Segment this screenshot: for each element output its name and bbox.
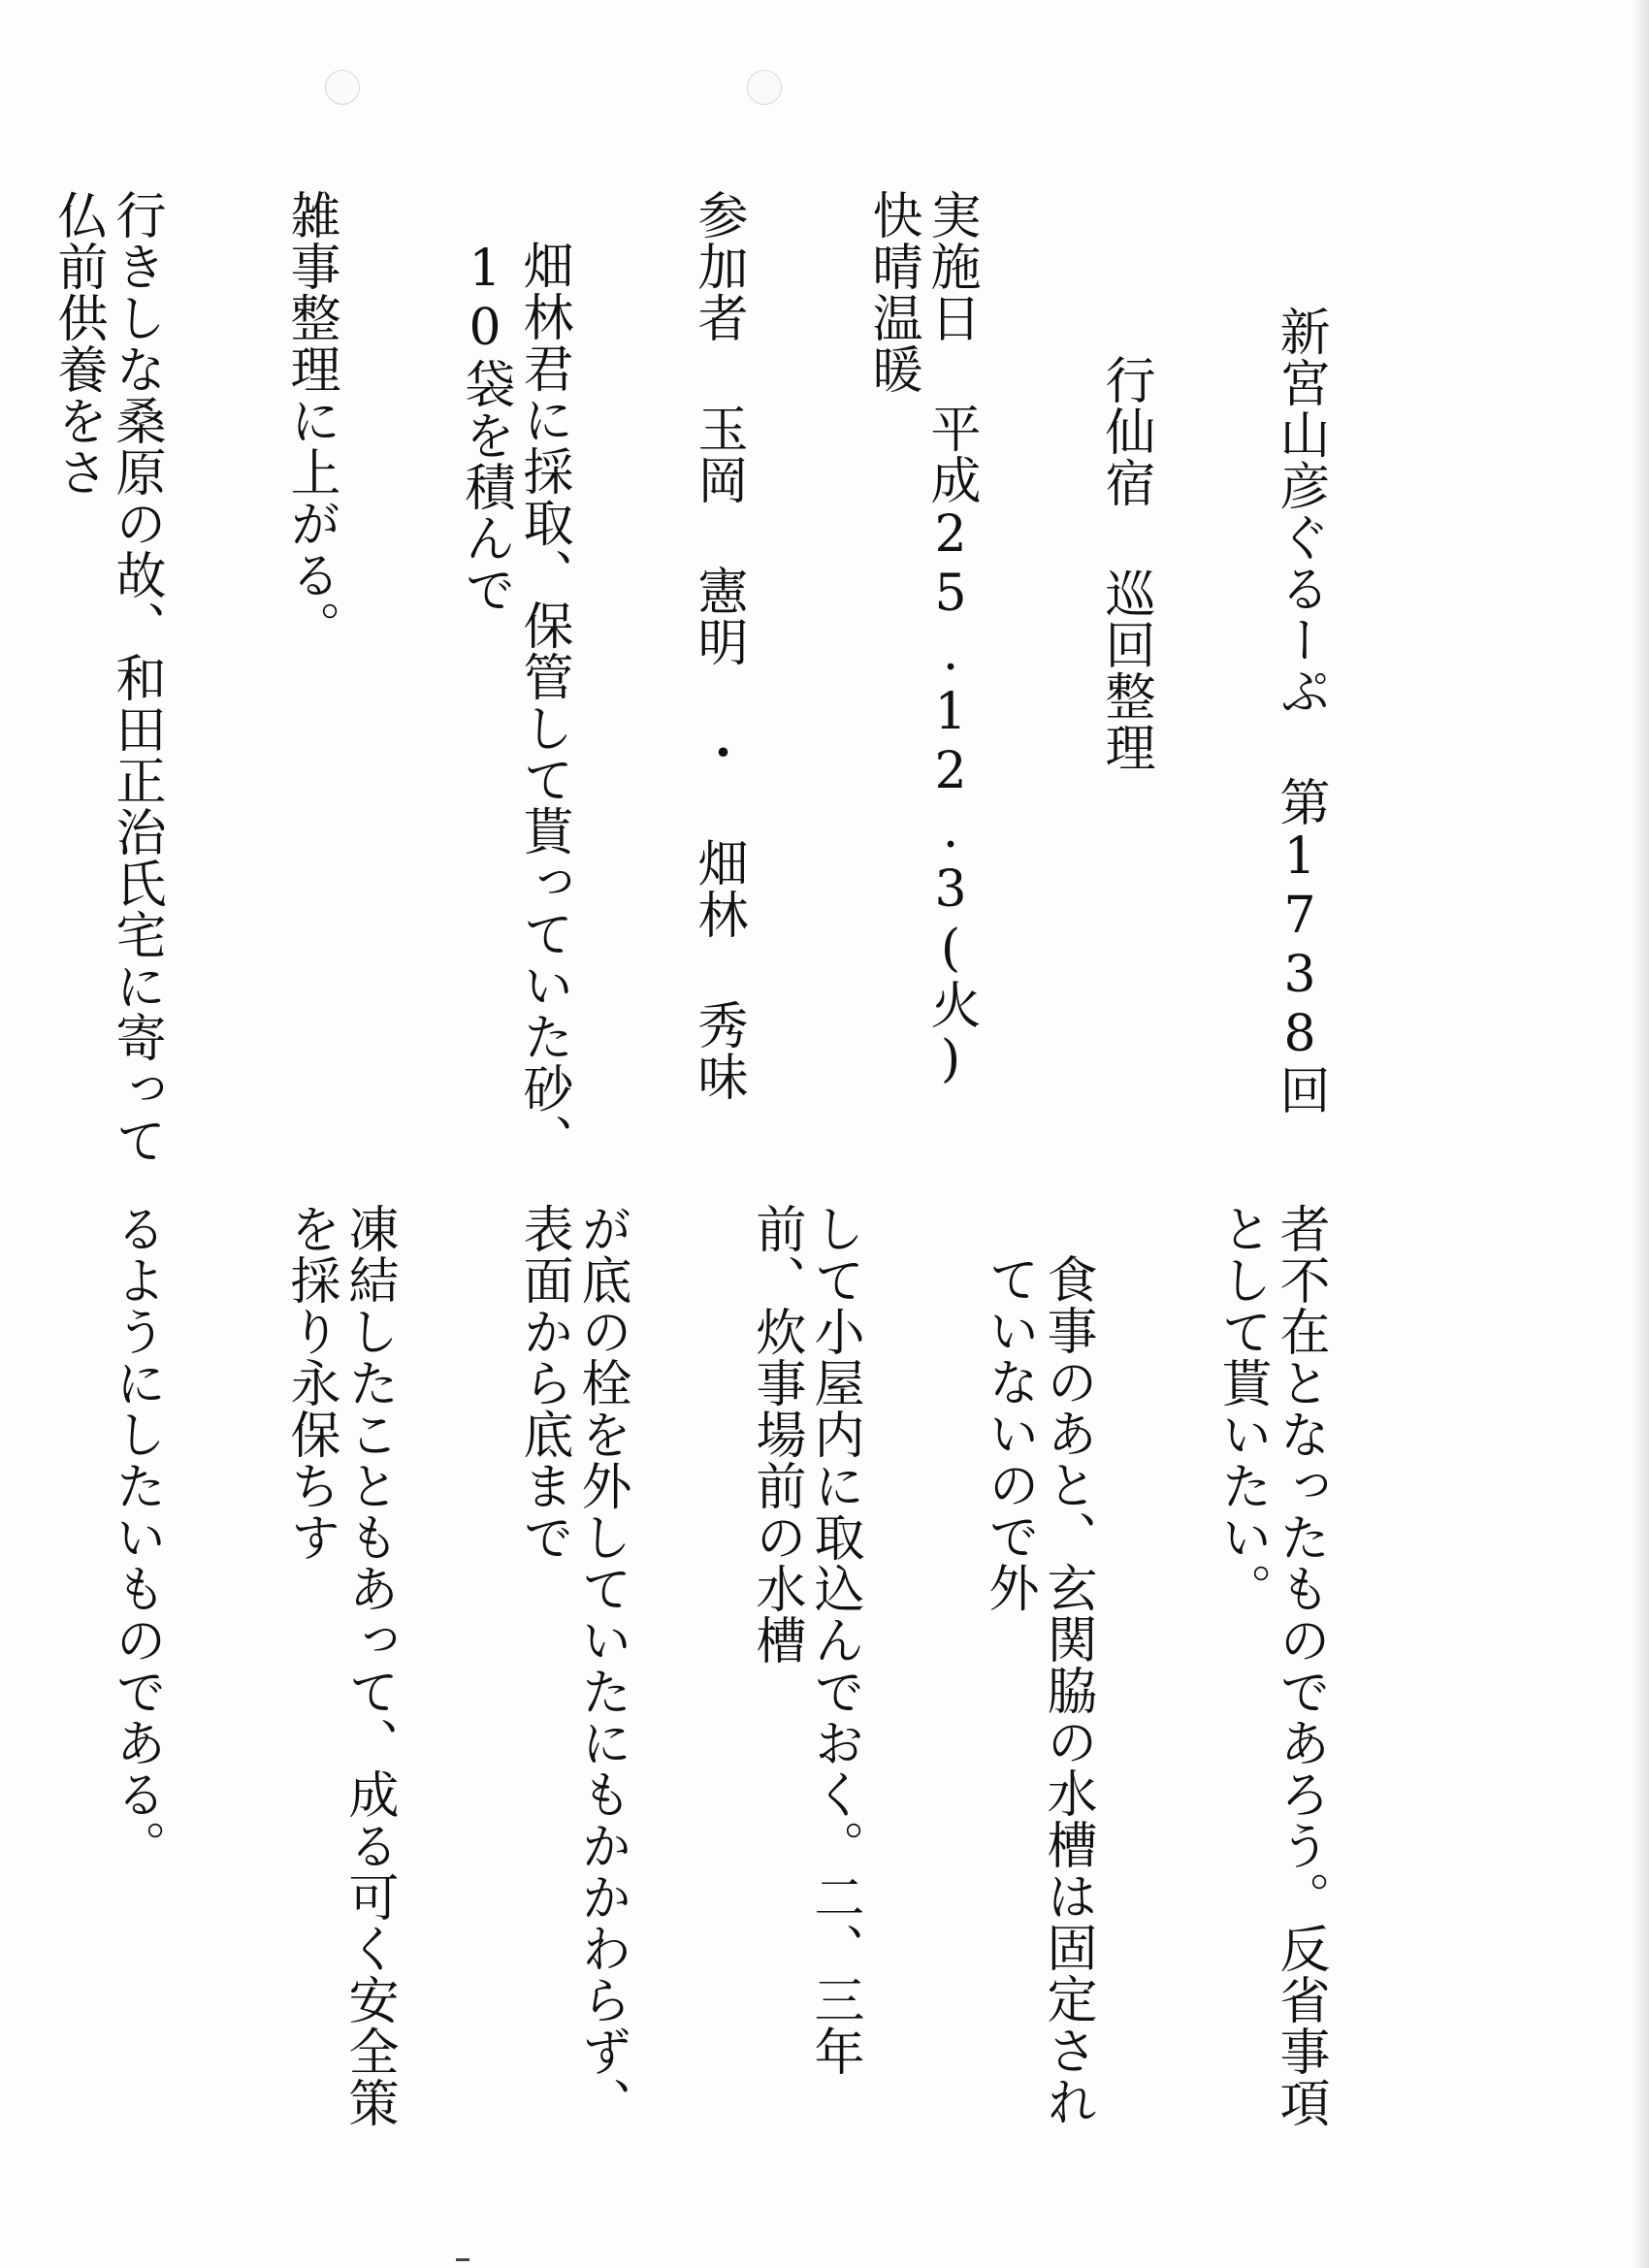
text-line: 畑林君に採取、保管して貰っていた砂、10袋を積んで xyxy=(456,240,572,1165)
punch-hole-right xyxy=(747,70,782,105)
page-edge-shadow xyxy=(1632,0,1649,2268)
report-upper-block xyxy=(48,189,1445,1169)
text-line: 者不在となったものであろう。反省事項として貰いたい。 xyxy=(1212,1203,1329,2128)
ink-mark xyxy=(456,2258,469,2261)
text-line: して小屋内に取込んでおく。二、三年前、炊事場前の水槽 xyxy=(747,1203,863,2077)
text-line: 雑事整理に上がる。 xyxy=(281,189,340,652)
report-lower-block xyxy=(107,1203,1445,2163)
report-subtitle: 行仙宿 巡回整理 xyxy=(1096,354,1154,773)
date-line: 実施日 平成25.12.3(火) 快晴温暖 xyxy=(863,189,980,1149)
participants-line: 参加者 玉岡 憲明 ・ 畑林 秀味 xyxy=(689,189,747,1102)
text-line: 行きしな桑原の故、和田正治氏宅に寄って仏前供養をさ xyxy=(48,189,165,1166)
report-title: 新宮山彦ぐるーぷ 第1738回 xyxy=(1271,306,1329,1116)
punch-hole-left xyxy=(325,70,360,105)
text-line: 凍結したこともあって、成る可く安全策を採り永保ちす xyxy=(281,1203,398,2128)
text-line: 食事のあと、玄関脇の水槽は固定されていないので外 xyxy=(980,1253,1096,2127)
text-line: が底の栓を外していたにもかかわらず、表面から底まで xyxy=(514,1203,630,2128)
text-line: るようにしたいものである。 xyxy=(107,1203,165,1871)
